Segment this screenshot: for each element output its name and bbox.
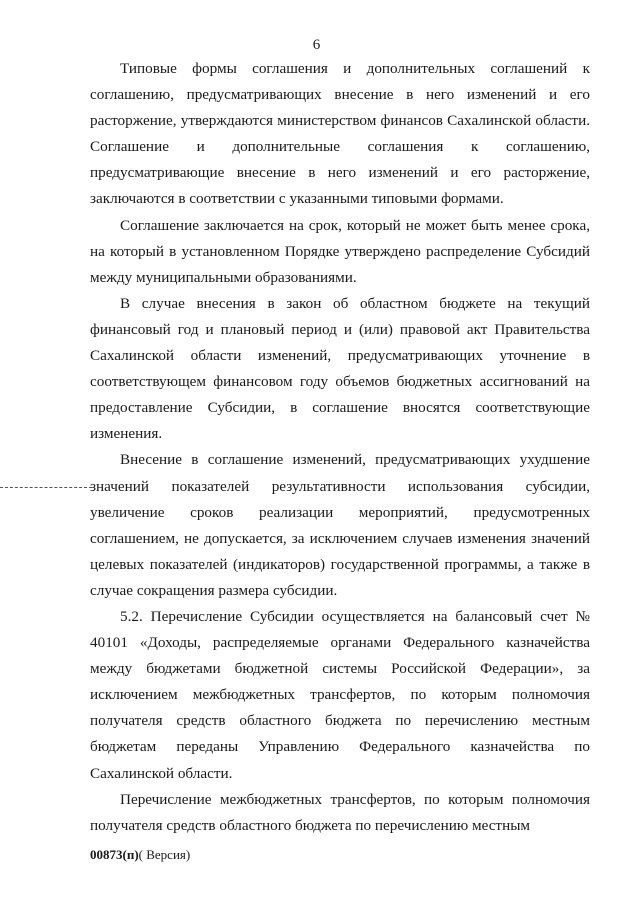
document-version: ( Версия) [138, 847, 191, 862]
document-body [90, 56, 590, 839]
paragraph-standard-forms: Типовые формы соглашения и дополнительных соглашений к соглашению, предусматривающих внесение в него изменений и его расторжение, утверждаются министерством финансов Сахалинской области. Соглашение и дополнительные соглашения к соглашению, предусматривающие внесение в него изменений и его расторжение, заключаются в соответствии с указанными типовыми формами. [90, 60, 590, 208]
paragraph-interbudget-transfers: Перечисление межбюджетных трансфертов, по которым полномочия получателя средств областного бюджета по перечислению местным [90, 790, 590, 834]
scan-mark-line [0, 487, 92, 488]
document-footer [90, 847, 190, 863]
page-number: 6 [312, 37, 321, 53]
paragraph-transfer-account: 5.2. Перечисление Субсидии осуществляется на балансовый счет № 40101 «Доходы, распределяемые органами Федерального казначейства между бюджетами бюджетной системы Российской Федерации», за исключением межбюджетных трансфертов, по которым полномочия получателя средств областного бюджета по перечислению местным бюджетам переданы Управлению Федерального казначейства по Сахалинской области. [90, 607, 590, 782]
document-code: 00873(п) [90, 847, 139, 862]
paragraph-changes-restrictions: Внесение в соглашение изменений, предусматривающих ухудшение значений показателей результативности использования субсидии, увеличение сроков реализации мероприятий, предусмотренных соглашением, не допускается, за исключением случаев изменения значений целевых показателей (индикаторов) государственной программы, а также в случае сокращения размера субсидии. [90, 451, 590, 599]
paragraph-budget-amendments: В случае внесения в закон об областном бюджете на текущий финансовый год и плановый период и (или) правовой акт Правительства Сахалинской области изменений, предусматривающих уточнение в соответствующем финансовом году объемов бюджетных ассигнований на предоставление Субсидии, в соглашение вносятся соответствующие изменения. [90, 294, 590, 443]
paragraph-agreement-term: Соглашение заключается на срок, который не может быть менее срока, на который в установленном Порядке утверждено распределение Субсидий между муниципальными образованиями. [90, 216, 590, 286]
